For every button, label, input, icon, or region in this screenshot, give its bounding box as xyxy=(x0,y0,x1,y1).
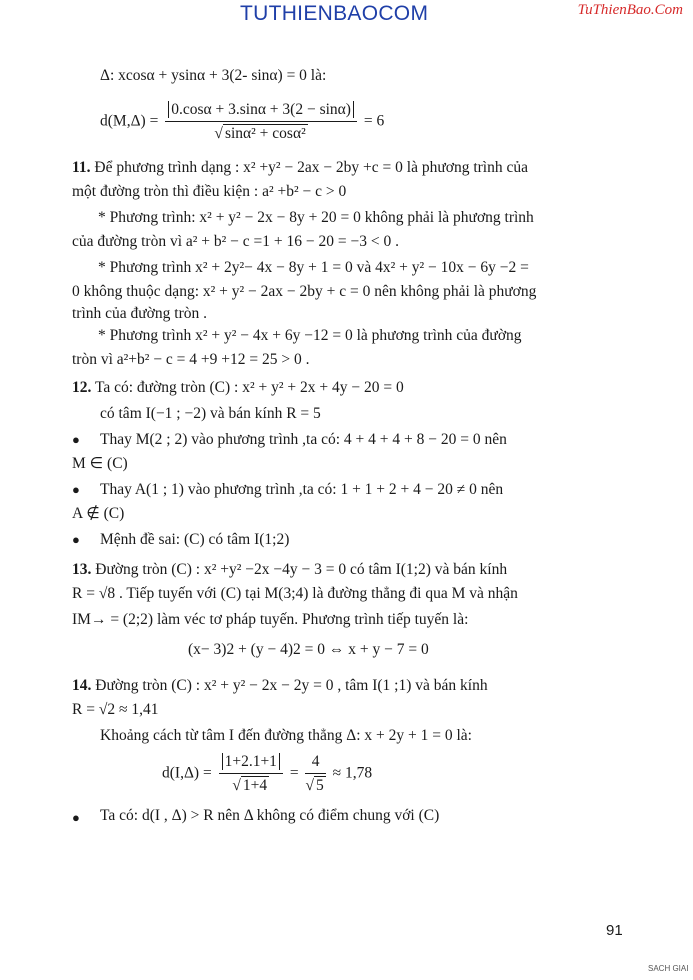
text-line: của đường tròn vì a² + b² − c =1 + 16 − 20 = −3 < 0 . xyxy=(72,233,399,250)
text-line: * Phương trình: x² + y² − 2x − 8y + 20 = 0 không phải là phương trình xyxy=(98,209,534,226)
fraction: $\frac{1+2.1+1}{√ 1+4}$ xyxy=(219,752,283,796)
fraction-numerator: 4 xyxy=(305,752,325,774)
text-line: A ∉ (C) xyxy=(72,505,125,522)
text-line: Thay A(1 ; 1) vào phương trình ,ta có: 1 + 1 + 2 + 4 − 20 ≠ 0 nên xyxy=(100,481,504,498)
fraction-numerator: 0.cosα + 3.sinα + 3(2 − sinα) xyxy=(168,101,354,118)
brand-logo: TuThienBao.Com xyxy=(577,2,683,18)
formula-distance-m xyxy=(100,100,384,144)
text-line: Đường tròn (C) : x² + y² − 2x − 2y = 0 , tâm I(1 ;1) và bán kính xyxy=(95,677,488,694)
problem-number: 14. xyxy=(72,677,92,694)
problem-13-line xyxy=(72,560,507,580)
text-line: Thay M(2 ; 2) vào phương trình ,ta có: 4 + 4 + 4 + 8 − 20 = 0 nên xyxy=(100,431,507,448)
text-line: Khoảng cách từ tâm I đến đường thẳng Δ: x + 2y + 1 = 0 là: xyxy=(100,727,472,744)
fraction: $\frac{0.\cos\alpha + 3.\sin\alpha + 3(2 - \sin\alpha)}{\text{√ sinα² + cosα²}}$ xyxy=(165,100,357,144)
text-line: * Phương trình x² + 2y²− 4x − 8y + 1 = 0 và 4x² + y² − 10x − 6y −2 = xyxy=(98,259,529,276)
formula-lhs: d(M,Δ) = xyxy=(100,112,159,130)
text-line: Để phương trình dạng : x² +y² − 2ax − 2by +c = 0 là phương trình của xyxy=(94,159,528,176)
formula-tangent: (x− 3)2 + (y − 4)2 = 0 ⇔ x + y − 7 = 0 xyxy=(188,641,429,658)
text-line: IM→ = (2;2) làm véc tơ pháp tuyến. Phương trình tiếp tuyến là: xyxy=(72,611,469,628)
text-line: Đường tròn (C) : x² +y² −2x −4y − 3 = 0 có tâm I(1;2) và bán kính xyxy=(95,561,508,578)
text-line: * Phương trình x² + y² − 4x + 6y −12 = 0 là phương trình của đường xyxy=(98,327,522,344)
formula-lhs: d(I,Δ) = xyxy=(162,764,212,782)
fraction-denominator: 5 xyxy=(315,777,324,794)
problem-number: 11. xyxy=(72,159,91,176)
text-line: R = √8 . Tiếp tuyến với (C) tại M(3;4) là đường thẳng đi qua M và nhận xyxy=(72,585,518,602)
publisher-logo: SACH GIAI xyxy=(648,964,689,973)
text-line: một đường tròn thì điều kiện : a² +b² − c > 0 xyxy=(72,183,347,200)
problem-number: 12. xyxy=(72,379,92,396)
text-line: M ∈ (C) xyxy=(72,455,128,472)
text-line: 0 không thuộc dạng: x² + y² − 2ax − 2by + c = 0 nên không phải là phương xyxy=(72,283,537,300)
fraction-numerator: 1+2.1+1 xyxy=(222,753,280,770)
text-line: Ta có: đường tròn (C) : x² + y² + 2x + 4y − 20 = 0 xyxy=(94,379,404,396)
formula-rhs: ≈ 1,78 xyxy=(332,764,373,782)
text-line: tròn vì a²+b² − c = 4 +9 +12 = 25 > 0 . xyxy=(72,351,310,368)
site-title: TUTHIENBAOCOM xyxy=(240,2,429,25)
formula-distance-i xyxy=(162,752,372,796)
problem-14-line xyxy=(72,676,488,696)
text-line: R = √2 ≈ 1,41 xyxy=(72,701,159,718)
bullet-icon: ● xyxy=(72,432,80,447)
text-line: Mệnh đề sai: (C) có tâm I(1;2) xyxy=(100,531,290,548)
fraction-denominator: 1+4 xyxy=(242,777,268,794)
fraction-denominator: sinα² + cosα² xyxy=(224,125,306,142)
bullet-icon: ● xyxy=(72,810,80,825)
problem-11-line xyxy=(72,158,528,178)
equals-sign: = xyxy=(289,764,299,782)
bullet-icon: ● xyxy=(72,532,80,547)
fraction: $\frac{4}{√ 5}$ xyxy=(305,753,324,794)
formula-rhs: = 6 xyxy=(363,112,385,130)
text-line: có tâm I(−1 ; −2) và bán kính R = 5 xyxy=(100,405,321,422)
text-line: Ta có: d(I , Δ) > R nên Δ không có điểm chung với (C) xyxy=(100,807,440,824)
text-line: trình của đường tròn . xyxy=(72,305,207,322)
text-line: Δ: xcosα + ysinα + 3(2- sinα) = 0 là: xyxy=(100,67,327,84)
bullet-icon: ● xyxy=(72,482,80,497)
problem-number: 13. xyxy=(72,561,92,578)
problem-12-line xyxy=(72,378,404,398)
page-number: 91 xyxy=(606,922,623,939)
